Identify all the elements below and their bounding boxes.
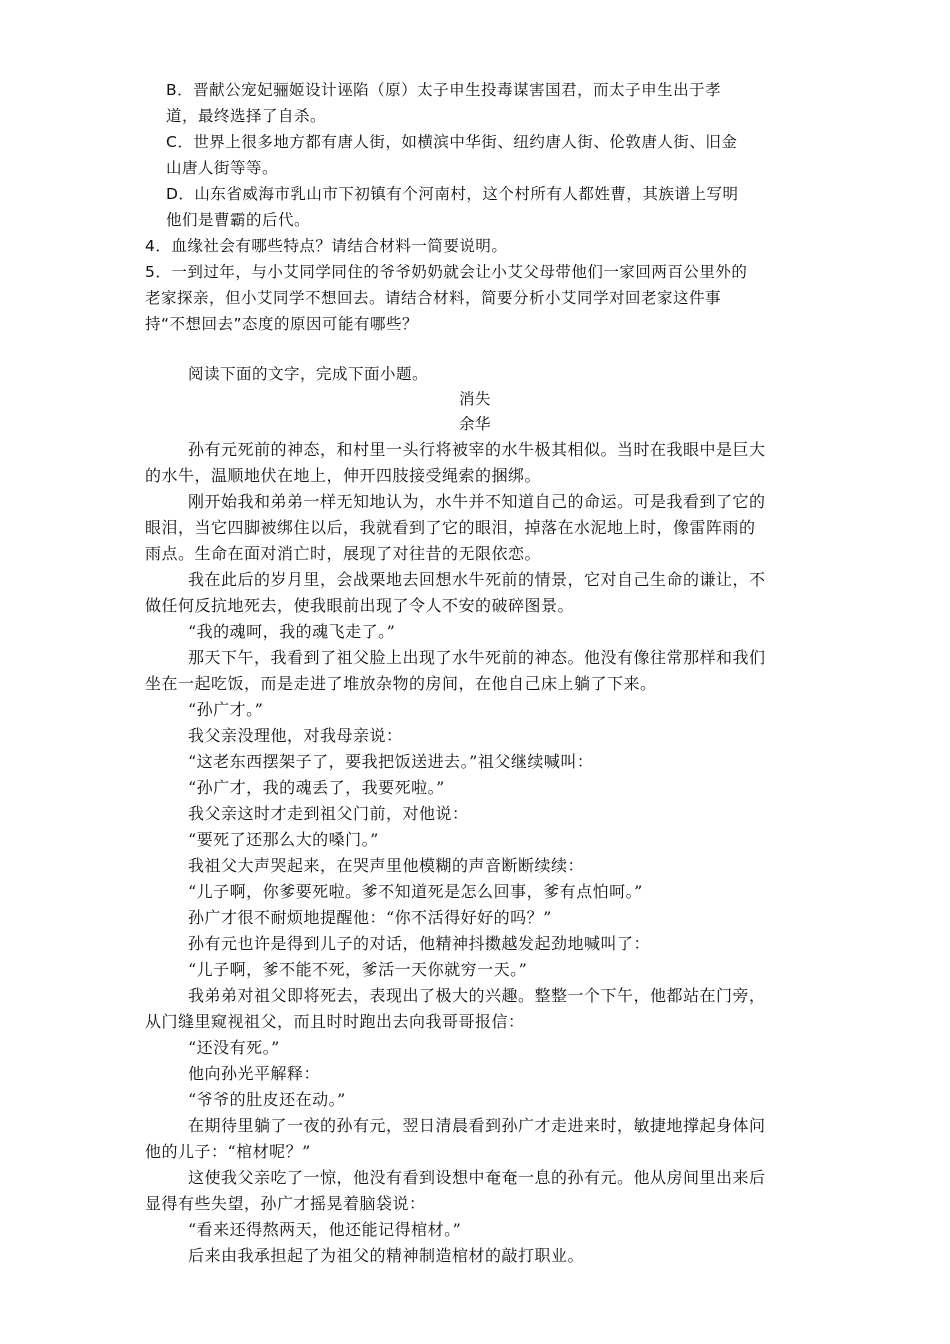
option-c-line-2: 山唐人街等等。: [166, 159, 279, 177]
option-c-line-1: C．世界上很多地方都有唐人街，如横滨中华街、纽约唐人街、伦敦唐人街、旧金: [166, 133, 738, 151]
passage-line: 孙广才很不耐烦地提醒他：“你不活得好好的吗？”: [188, 908, 552, 927]
passage-line: 我弟弟对祖父即将死去，表现出了极大的兴趣。整整一个下午，他都站在门旁，: [188, 986, 766, 1005]
passage-line: “孙广才。”: [188, 700, 264, 719]
passage-line: “还没有死。”: [188, 1038, 280, 1057]
passage-line: “爷爷的肚皮还在动。”: [188, 1090, 346, 1109]
question-4: 4．血缘社会有哪些特点？请结合材料一简要说明。: [145, 237, 508, 255]
passage-line: 显得有些失望，孙广才摇晃着脑袋说：: [145, 1194, 426, 1213]
option-b-line-1: B．晋献公宠妃骊姬设计诬陷（原）太子申生投毒谋害国君，而太子申生出于孝: [166, 81, 722, 99]
passage-line: “孙广才，我的魂丢了，我要死啦。”: [188, 778, 445, 797]
passage-line: 后来由我承担起了为祖父的精神制造棺材的敲打职业。: [188, 1246, 585, 1265]
question-5-line-2: 老家探亲，但小艾同学不想回去。请结合材料，简要分析小艾同学对回老家这件事: [145, 289, 722, 307]
passage-line: “看来还得熬两天，他还能记得棺材。”: [188, 1220, 462, 1239]
passage-line: “要死了还那么大的嗓门。”: [188, 830, 379, 849]
passage-line: “儿子啊，你爹要死啦。爹不知道死是怎么回事，爹有点怕呵。”: [188, 882, 643, 901]
question-5-line-3: 持“不想回去”态度的原因可能有哪些？: [145, 315, 419, 333]
passage-line: 那天下午，我看到了祖父脸上出现了水牛死前的神态。他没有像往常那样和我们: [188, 648, 766, 667]
passage-line: 在期待里躺了一夜的孙有元，翌日清晨看到孙广才走进来时，敏捷地撑起身体问: [188, 1116, 766, 1135]
reading-instruction: 阅读下面的文字，完成下面小题。: [188, 365, 429, 383]
passage-line: 我在此后的岁月里，会战栗地去回想水牛死前的情景，它对自己生命的谦让，不: [188, 570, 766, 589]
passage-line: 孙有元死前的神态，和村里一头行将被宰的水牛极其相似。当时在我眼中是巨大: [188, 440, 766, 459]
passage-line: “我的魂呵，我的魂飞走了。”: [188, 622, 396, 641]
passage-line: 我父亲没理他，对我母亲说：: [188, 726, 403, 745]
passage-author: 余华: [458, 415, 491, 433]
passage-line: 他向孙光平解释：: [188, 1064, 321, 1083]
passage-line: 刚开始我和弟弟一样无知地认为，水牛并不知道自己的命运。可是我看到了它的: [188, 492, 766, 511]
passage-line: 从门缝里窥视祖父，而且时时跑出去向我哥哥报信：: [145, 1012, 525, 1031]
passage-line: 孙有元也许是得到儿子的对话，他精神抖擞越发起劲地喊叫了：: [188, 934, 651, 953]
passage-line: 眼泪，当它四脚被绑住以后，我就看到了它的眼泪，掉落在水泥地上时，像雷阵雨的: [145, 518, 756, 537]
passage-line: 他的儿子：“棺材呢？”: [145, 1142, 311, 1161]
passage-line: “这老东西摆架子了，要我把饭送进去。”祖父继续喊叫：: [188, 752, 594, 771]
option-d-line-1: D．山东省威海市乳山市下初镇有个河南村，这个村所有人都姓曹，其族谱上写明: [166, 185, 739, 203]
passage-line: 做任何反抗地死去，使我眼前出现了令人不安的破碎图景。: [145, 596, 575, 615]
passage-line: “儿子啊，爹不能不死，爹活一天你就穷一天。”: [188, 960, 528, 979]
passage-line: 的水牛，温顺地伏在地上，伸开四肢接受绳索的捆绑。: [145, 466, 542, 485]
passage-line: 这使我父亲吃了一惊，他没有看到设想中奄奄一息的孙有元。他从房间里出来后: [188, 1168, 766, 1187]
option-b-line-2: 道，最终选择了自杀。: [166, 107, 327, 125]
question-5-line-1: 5．一到过年，与小艾同学同住的爷爷奶奶就会让小艾父母带他们一家回两百公里外的: [145, 263, 748, 281]
passage-title: 消失: [458, 390, 491, 408]
option-d-line-2: 他们是曹霸的后代。: [166, 211, 311, 229]
passage-line: 我父亲这时才走到祖父门前，对他说：: [188, 804, 469, 823]
passage-line: 雨点。生命在面对消亡时，展现了对往昔的无限依恋。: [145, 544, 542, 563]
passage-line: 坐在一起吃饭，而是走进了堆放杂物的房间，在他自己床上躺了下来。: [145, 674, 657, 693]
passage-line: 我祖父大声哭起来，在哭声里他模糊的声音断断续续：: [188, 856, 585, 875]
